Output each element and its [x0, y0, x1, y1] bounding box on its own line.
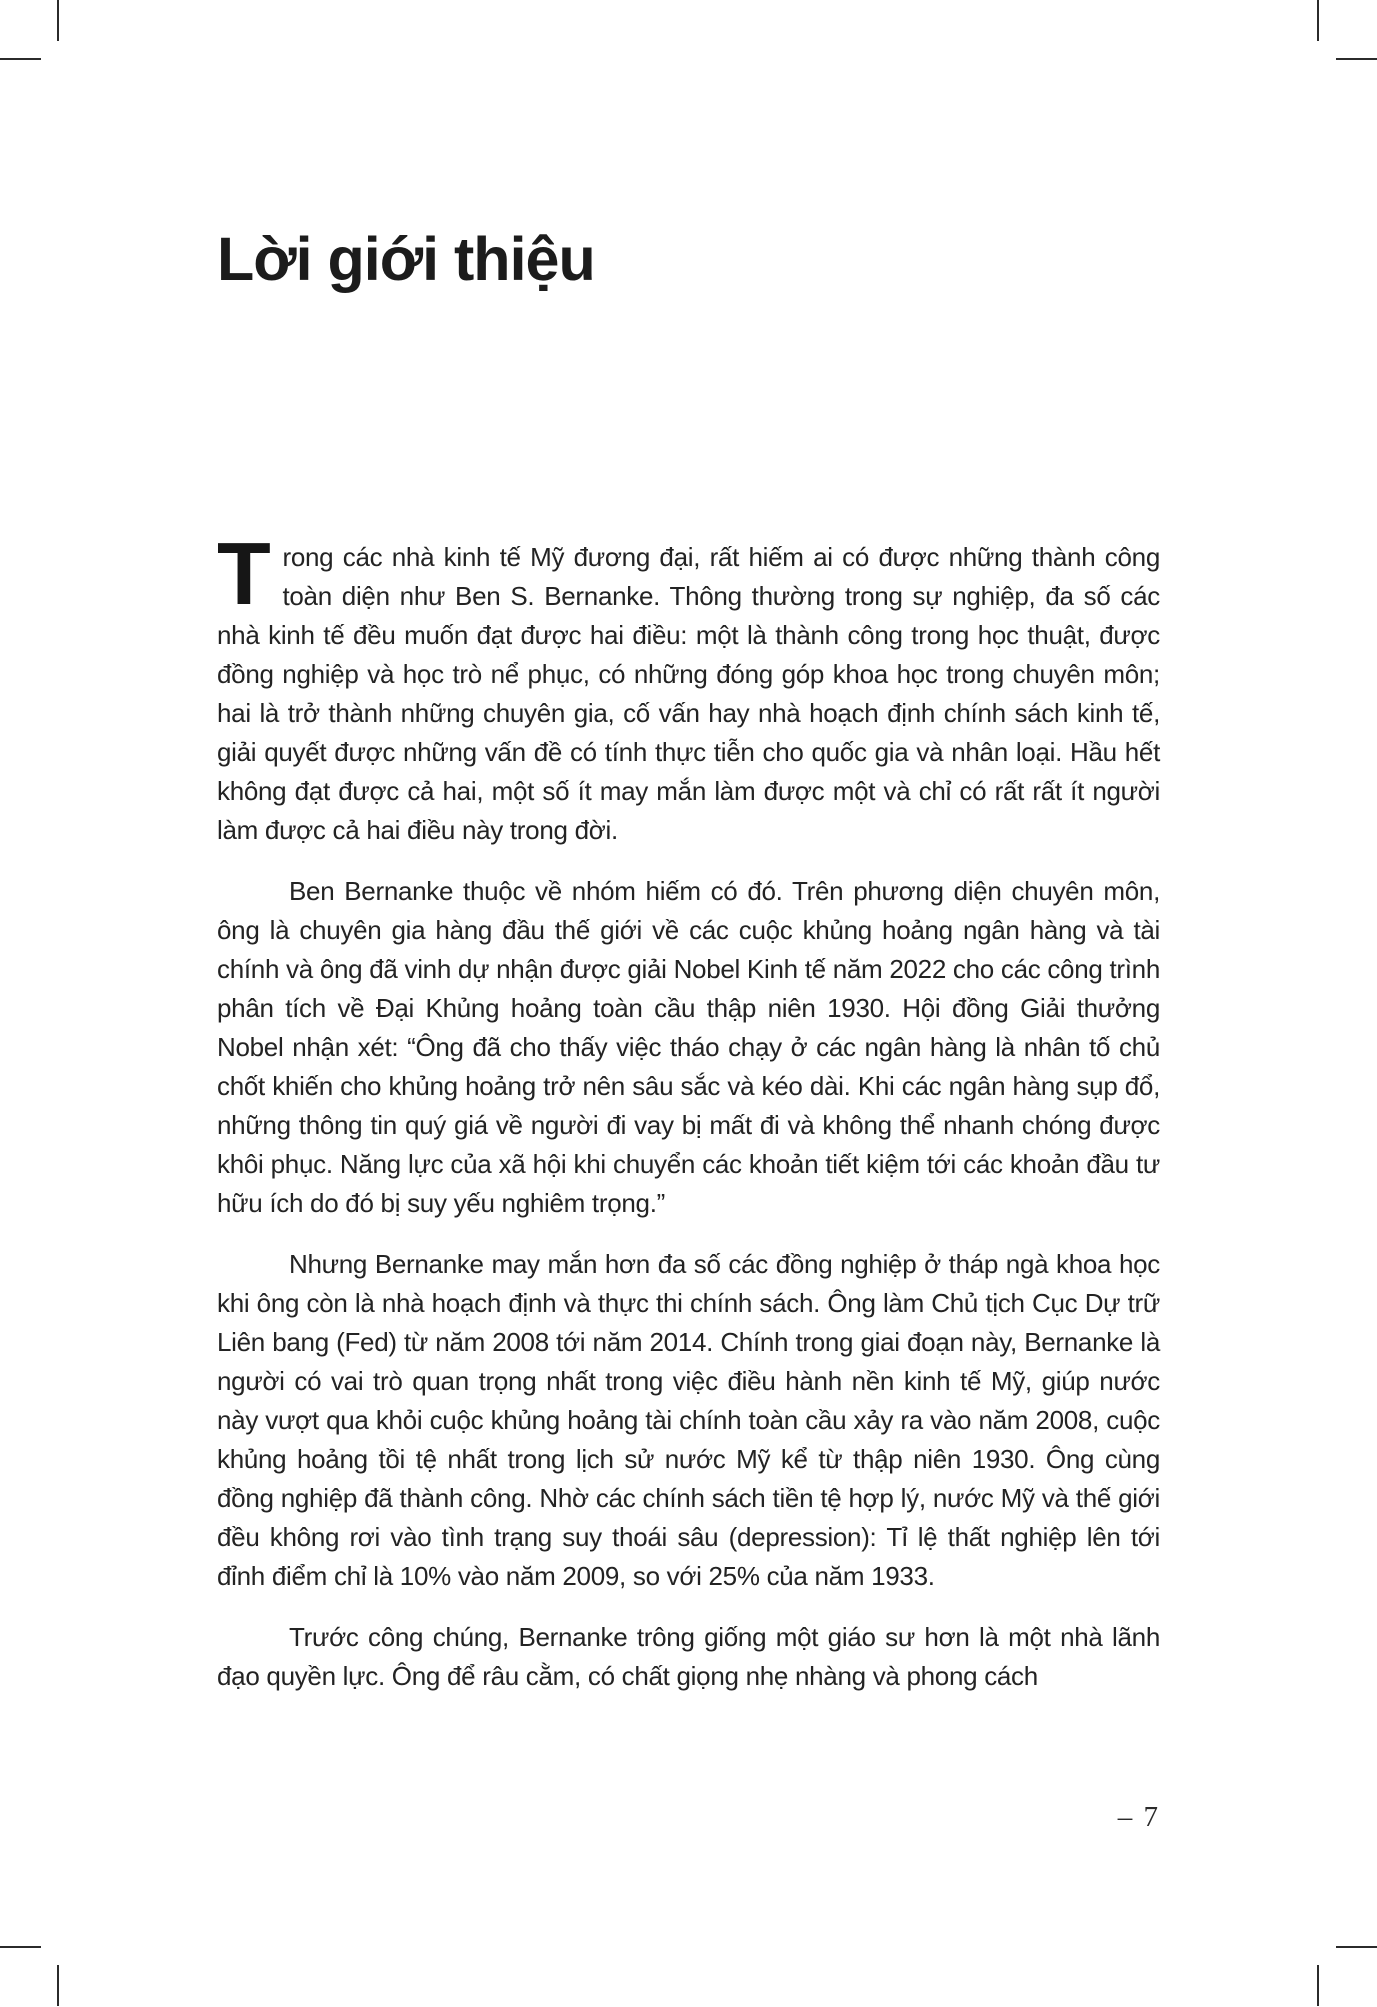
text-column — [217, 0, 1160, 1696]
crop-mark-bottom-left-horizontal — [0, 1946, 41, 1948]
paragraph-text: Nhưng Bernanke may mắn hơn đa số các đồng nghiệp ở tháp ngà khoa học khi ông còn là nhà hoạch định và thực thi chính sách. Ông làm Chủ tịch Cục Dự trữ Liên bang (Fed) từ năm 2008 tới năm 2014. Chính trong giai đoạn này, Bernanke là người có vai trò quan trọng nhất trong việc điều hành nền kinh tế Mỹ, giúp nước này vượt qua khỏi cuộc khủng hoảng tài chính toàn cầu xảy ra vào năm 2008, cuộc khủng hoảng tồi tệ nhất trong lịch sử nước Mỹ kể từ thập niên 1930. Ông cùng đồng nghiệp đã thành công. Nhờ các chính sách tiền tệ hợp lý, nước Mỹ và thế giới đều không rơi vào tình trạng suy thoái sâu (depression): Tỉ lệ thất nghiệp lên tới đỉnh điểm chỉ là 10% vào năm 2009, so với 25% của năm 1933. — [217, 1249, 1160, 1591]
body-paragraphs — [217, 524, 1160, 1696]
paragraph — [217, 524, 1160, 850]
crop-mark-bottom-left-vertical — [57, 1965, 59, 2006]
page-number: – 7 — [1117, 1801, 1160, 1833]
paragraph-text: Ben Bernanke thuộc về nhóm hiếm có đó. Trên phương diện chuyên môn, ông là chuyên gia hàng đầu thế giới về các cuộc khủng hoảng ngân hàng và tài chính và ông đã vinh dự nhận được giải Nobel Kinh tế năm 2022 cho các công trình phân tích về Đại Khủng hoảng toàn cầu thập niên 1930. Hội đồng Giải thưởng Nobel nhận xét: “Ông đã cho thấy việc tháo chạy ở các ngân hàng là nhân tố chủ chốt khiến cho khủng hoảng trở nên sâu sắc và kéo dài. Khi các ngân hàng sụp đổ, những thông tin quý giá về người đi vay bị mất đi và không thể nhanh chóng được khôi phục. Năng lực của xã hội khi chuyển các khoản tiết kiệm tới các khoản đầu tư hữu ích do đó bị suy yếu nghiêm trọng.” — [217, 876, 1160, 1218]
drop-cap: T — [217, 524, 271, 623]
paragraph-text: rong các nhà kinh tế Mỹ đương đại, rất hiếm ai có được những thành công toàn diện như Ben S. Bernanke. Thông thường trong sự nghiệp, đa số các nhà kinh tế đều muốn đạt được hai điều: một là thành công trong học thuật, được đồng nghiệp và học trò nể phục, có những đóng góp khoa học trong chuyên môn; hai là trở thành những chuyên gia, cố vấn hay nhà hoạch định chính sách kinh tế, giải quyết được những vấn đề có tính thực tiễn cho quốc gia và nhân loại. Hầu hết không đạt được cả hai, một số ít may mắn làm được một và chỉ có rất rất ít người làm được cả hai điều này trong đời. — [217, 542, 1160, 845]
crop-mark-bottom-right-horizontal — [1336, 1946, 1377, 1948]
paragraph — [217, 1245, 1160, 1596]
crop-mark-top-left-horizontal — [0, 58, 41, 60]
crop-mark-top-left-vertical — [57, 0, 59, 41]
crop-mark-top-right-horizontal — [1336, 58, 1377, 60]
crop-mark-bottom-right-vertical — [1317, 1965, 1319, 2006]
paragraph-text: Trước công chúng, Bernanke trông giống một giáo sư hơn là một nhà lãnh đạo quyền lực. Ông để râu cằm, có chất giọng nhẹ nhàng và phong cách — [217, 1622, 1160, 1691]
crop-mark-top-right-vertical — [1317, 0, 1319, 41]
paragraph — [217, 872, 1160, 1223]
page-title: Lời giới thiệu — [217, 225, 595, 293]
paragraph — [217, 1618, 1160, 1696]
